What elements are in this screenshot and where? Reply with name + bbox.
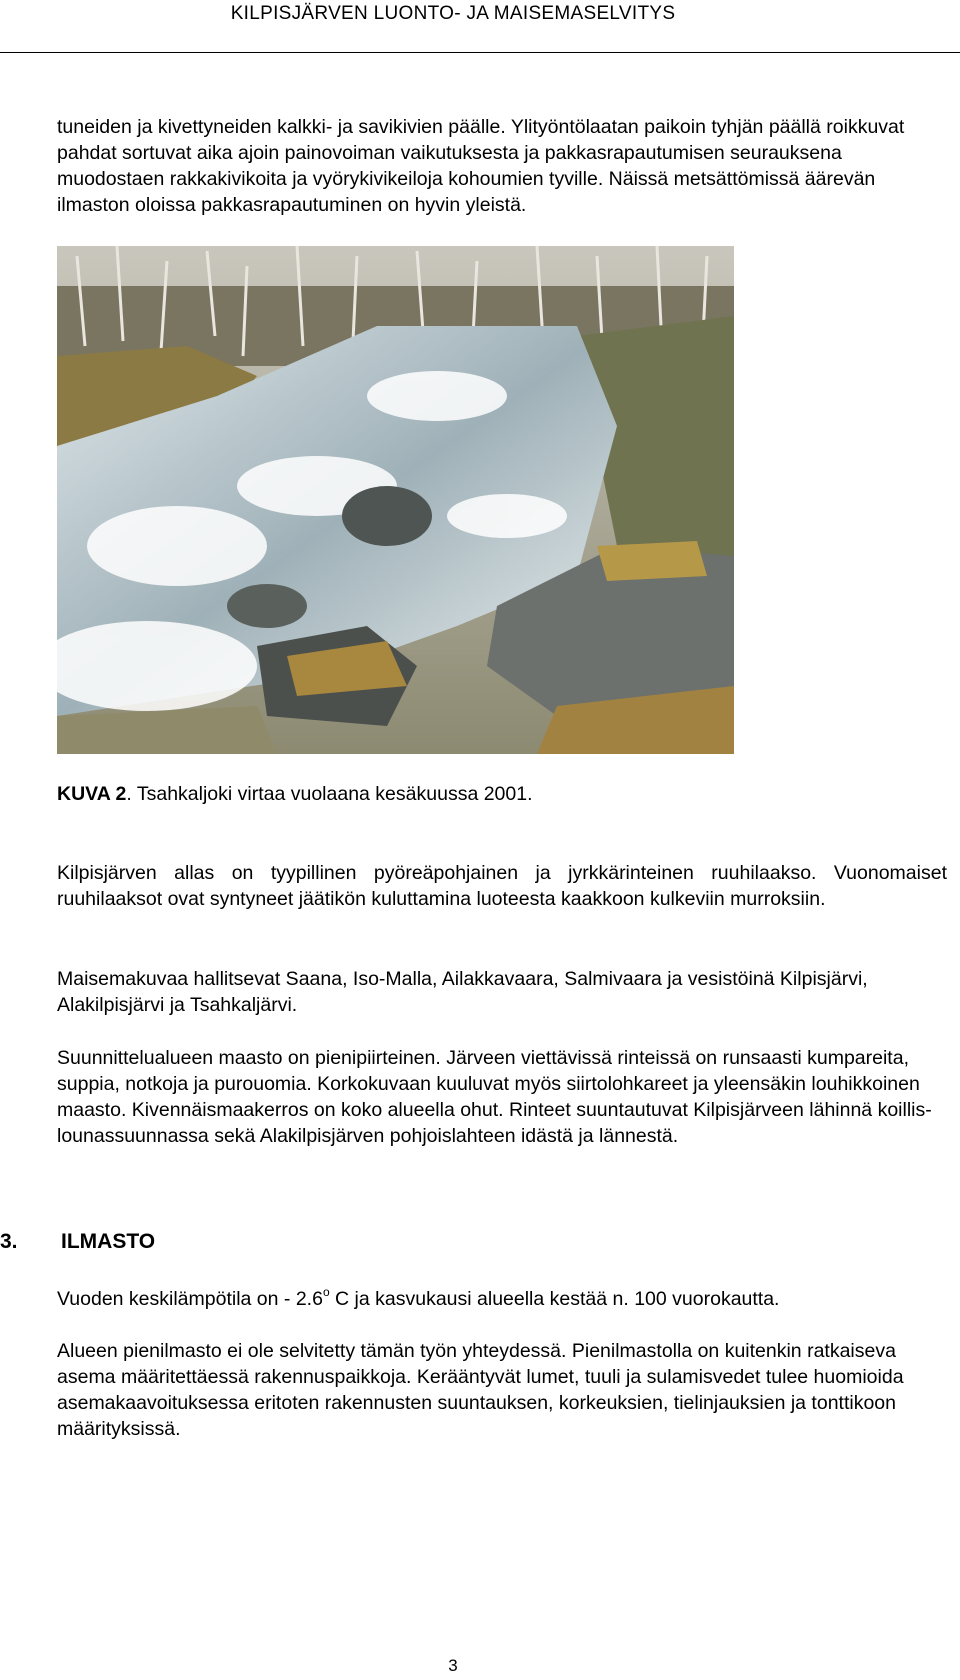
header-title: KILPISJÄRVEN LUONTO- JA MAISEMASELVITYS — [230, 3, 676, 24]
section-number: 3. — [0, 1230, 18, 1253]
paragraph-terrain: Suunnittelualueen maasto on pienipiirteinen. Järveen viettävissä rinteissä on runsaasti kumpareita, suppia, notkoja ja purouomia. Korkokuvaan kuuluvat myös siirtolohkareet ja yleensäkin louhikkoinen maasto. Kivennäismaakerros on koko alueella ohut. Rinteet suuntautuvat Kilpisjärveen lähinnä koillis-lounassuunnassa sekä Alakilpisjärven pohjoislahteen idästä ja lännestä. — [57, 1047, 932, 1147]
river-photo — [57, 246, 734, 754]
figure-label: KUVA 2 — [57, 783, 127, 805]
page-number: 3 — [448, 1656, 458, 1675]
paragraph-microclimate: Alueen pienilmasto ei ole selvitetty tämän työn yhteydessä. Pienilmastolla on kuitenkin ratkaiseva asema määritettäessä rakennuspaikkoja. Kerääntyvät lumet, tuuli ja sulamisvedet tulee huomioida asemakaavoituksessa eritoten rakennusten suuntauksen, korkeuksien, tielinjauksien ja tonttikoon määrityksissä. — [57, 1340, 904, 1440]
paragraph-bedrock: tuneiden ja kivettyneiden kalkki- ja savikivien päälle. Ylityöntölaatan paikoin tyhjän päällä roikkuvat pahdat sortuvat aika ajoin painovoiman vaikutuksesta ja pakkasrapautumisen seurauksena muodostaen rakkakivikoita ja vyörykivikeiloja kohoumien tyville. Näissä metsättömissä äärevän ilmaston oloissa pakkasrapautuminen on hyvin yleistä. — [57, 116, 905, 216]
paragraph-landscape: Maisemakuvaa hallitsevat Saana, Iso-Malla, Ailakkavaara, Salmivaara ja vesistöinä Kilpisjärvi, Alakilpisjärvi ja Tsahkaljärvi. — [57, 968, 868, 1016]
section-title: ILMASTO — [61, 1230, 156, 1253]
temperature-prefix: Vuoden keskilämpötila on - 2.6 — [57, 1288, 323, 1310]
running-header — [0, 0, 960, 53]
figure-caption — [57, 781, 533, 807]
figure-caption-text: . Tsahkaljoki virtaa vuolaana kesäkuussa 2001. — [126, 783, 533, 805]
degree-symbol: o — [322, 1285, 330, 1299]
paragraph-valley: Kilpisjärven allas on tyypillinen pyöreäpohjainen ja jyrkkärinteinen ruuhilaakso. Vuonomaiset ruuhilaaksot ovat syntyneet jäätikön kuluttamina luoteesta kaakkoon kulkeviin murroksiin. — [57, 862, 947, 910]
paragraph-temperature — [57, 1286, 947, 1312]
temperature-suffix: C ja kasvukausi alueella kestää n. 100 vuorokautta. — [329, 1288, 780, 1310]
